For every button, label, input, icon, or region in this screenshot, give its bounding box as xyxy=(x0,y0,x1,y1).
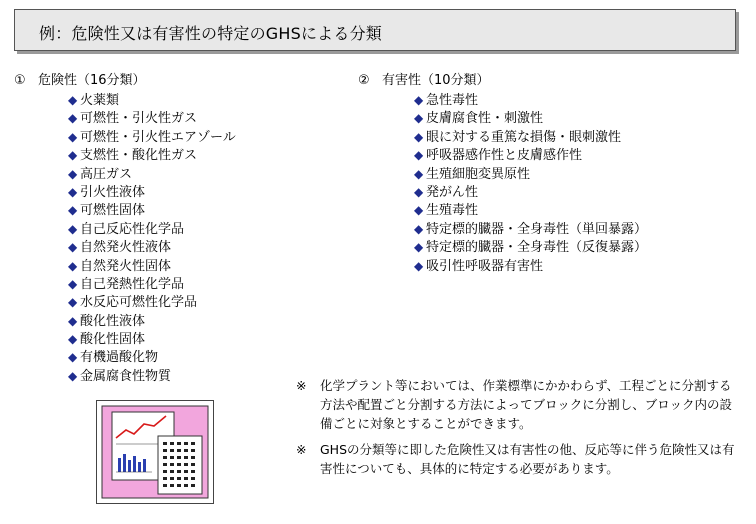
diamond-bullet-icon: ◆ xyxy=(68,203,78,218)
health-hazard-item-label: 吸引性呼吸器有害性 xyxy=(426,258,544,274)
hazard-item xyxy=(68,275,236,293)
diamond-bullet-icon: ◆ xyxy=(414,129,424,144)
diamond-bullet-icon: ◆ xyxy=(414,93,424,107)
diamond-bullet-icon: ◆ xyxy=(68,240,78,255)
hazard-heading-label: 危険性（16分類） xyxy=(38,73,146,88)
hazard-item-label: 可燃性・引火性ガス xyxy=(80,111,198,127)
diamond-bullet-icon: ◆ xyxy=(68,350,78,365)
hazard-item xyxy=(68,330,236,348)
hazard-item-label: 可燃性・引火性エアゾール xyxy=(80,129,236,145)
health-hazard-item-label: 発がん性 xyxy=(426,184,479,200)
diamond-bullet-icon: ◆ xyxy=(68,258,78,273)
note-text: GHSの分類等に即した危険性又は有害性の他、反応等に伴う危険性又は有害性についても、具体的に特定する必要があります。 xyxy=(320,442,735,476)
hazard-item-label: 自然発火性固体 xyxy=(80,258,172,274)
hazard-item xyxy=(68,220,236,238)
diamond-bullet-icon: ◆ xyxy=(68,221,78,236)
diamond-bullet-icon: ◆ xyxy=(414,258,424,273)
hazard-item xyxy=(68,312,236,330)
hazard-item xyxy=(68,146,236,164)
hazard-item xyxy=(68,201,236,219)
health-hazard-item-label: 呼吸器感作性と皮膚感作性 xyxy=(426,148,583,164)
page-title: 例：危険性又は有害性の特定のGHSによる分類 xyxy=(39,24,382,43)
hazard-item-label: 金属腐食性物質 xyxy=(80,368,172,384)
hazard-item-label: 自己反応性化学品 xyxy=(80,221,185,237)
diamond-bullet-icon: ◆ xyxy=(68,276,78,291)
hazard-item xyxy=(68,238,236,256)
health-hazard-item xyxy=(414,183,647,201)
health-hazard-item xyxy=(414,91,647,109)
note-block-ghs xyxy=(296,440,736,478)
diamond-bullet-icon: ◆ xyxy=(68,129,78,144)
health-hazard-item-label: 急性毒性 xyxy=(426,93,479,108)
hazard-number: ① xyxy=(14,73,26,88)
hazard-item xyxy=(68,367,236,385)
hazard-item xyxy=(68,91,236,109)
hazard-section xyxy=(14,71,236,385)
health-hazard-heading-label: 有害性（10分類） xyxy=(382,73,490,88)
hazard-item-label: 自己発熱性化学品 xyxy=(80,276,185,292)
health-hazard-list xyxy=(414,91,647,275)
health-hazard-item xyxy=(414,257,647,275)
hazard-item xyxy=(68,348,236,366)
diamond-bullet-icon: ◆ xyxy=(414,203,424,218)
diamond-bullet-icon: ◆ xyxy=(68,93,78,107)
hazard-item-label: 酸化性液体 xyxy=(80,313,146,329)
hazard-item-label: 引火性液体 xyxy=(80,184,146,200)
hazard-item xyxy=(68,183,236,201)
health-hazard-heading xyxy=(358,71,647,91)
hazard-item-label: 火薬類 xyxy=(80,93,120,108)
hazard-item-label: 自然発火性液体 xyxy=(80,240,172,256)
diamond-bullet-icon: ◆ xyxy=(414,148,424,163)
health-hazard-item xyxy=(414,238,647,256)
diamond-bullet-icon: ◆ xyxy=(414,111,424,126)
health-hazard-item-label: 生殖細胞変異原性 xyxy=(426,166,531,182)
hazard-item xyxy=(68,293,236,311)
diamond-bullet-icon: ◆ xyxy=(68,111,78,126)
diamond-bullet-icon: ◆ xyxy=(68,148,78,163)
hazard-item xyxy=(68,128,236,146)
hazard-item xyxy=(68,165,236,183)
diamond-bullet-icon: ◆ xyxy=(68,184,78,199)
hazard-item-label: 酸化性固体 xyxy=(80,332,146,348)
health-hazard-item xyxy=(414,146,647,164)
health-hazard-item-label: 生殖毒性 xyxy=(426,203,479,219)
note-block-plant xyxy=(296,376,736,433)
health-hazard-item xyxy=(414,109,647,127)
health-hazard-item-label: 眼に対する重篤な損傷・眼刺激性 xyxy=(426,129,622,145)
health-hazard-item xyxy=(414,165,647,183)
note-mark: ※ xyxy=(296,442,307,457)
health-hazard-item xyxy=(414,128,647,146)
diamond-bullet-icon: ◆ xyxy=(68,295,78,310)
hazard-item-label: 支燃性・酸化性ガス xyxy=(80,148,198,164)
hazard-heading xyxy=(14,71,236,91)
hazard-list xyxy=(68,91,236,385)
health-hazard-item-label: 皮膚腐食性・刺激性 xyxy=(426,111,544,127)
hazard-item xyxy=(68,257,236,275)
diamond-bullet-icon: ◆ xyxy=(68,313,78,328)
diamond-bullet-icon: ◆ xyxy=(414,240,424,255)
health-hazard-item-label: 特定標的臓器・全身毒性（反復暴露） xyxy=(426,240,648,256)
hazard-item-label: 有機過酸化物 xyxy=(80,350,159,366)
note-text: 化学プラント等においては、作業標準にかかわらず、工程ごとに分割する方法や配置ごと分割する方法によってブロックに分割し、ブロック内の設備ごとに対象とすることができます。 xyxy=(320,378,733,431)
note-mark: ※ xyxy=(296,378,307,393)
document-chart-icon xyxy=(96,400,214,504)
health-hazard-item xyxy=(414,201,647,219)
health-hazard-section xyxy=(358,71,647,275)
health-hazard-item xyxy=(414,220,647,238)
diamond-bullet-icon: ◆ xyxy=(414,166,424,181)
diamond-bullet-icon: ◆ xyxy=(68,166,78,181)
hazard-item-label: 可燃性固体 xyxy=(80,203,146,219)
hazard-item-label: 水反応可燃性化学品 xyxy=(80,295,198,311)
diamond-bullet-icon: ◆ xyxy=(68,368,78,383)
hazard-item-label: 高圧ガス xyxy=(80,166,133,182)
diamond-bullet-icon: ◆ xyxy=(414,184,424,199)
hazard-item xyxy=(68,109,236,127)
health-hazard-number: ② xyxy=(358,73,370,88)
diamond-bullet-icon: ◆ xyxy=(68,332,78,347)
title-banner xyxy=(14,9,736,51)
diamond-bullet-icon: ◆ xyxy=(414,221,424,236)
health-hazard-item-label: 特定標的臓器・全身毒性（単回暴露） xyxy=(426,221,648,237)
